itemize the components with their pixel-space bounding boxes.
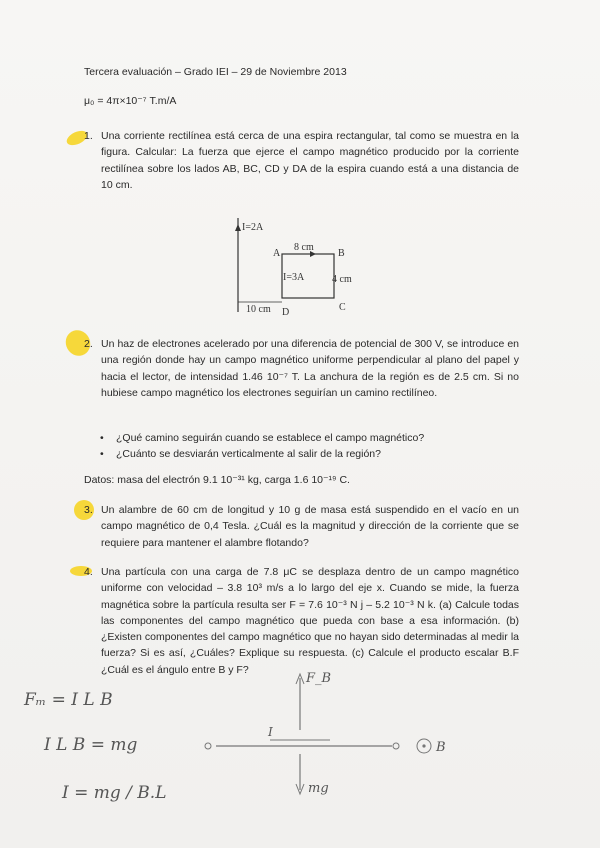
- question-2-bullets: [100, 430, 424, 462]
- vertex-b: B: [338, 248, 345, 259]
- handwritten-formula-balance: I L B = mg: [44, 735, 138, 755]
- loop-width-label: 8 cm: [294, 242, 314, 253]
- question-text: Una partícula con una carga de 7.8 μC se desplaza dentro de un campo magnético uniforme con velocidad – 3.8 10³ m/s a lo largo del eje x. Cuando se mide, la fuerza magnética sobre la partícula resulta ser F = 7.6 10⁻³ N j – 5.2 10⁻³ N k. (a) Calcule todas las componentes del campo magnético que pueda con base a esa información. (b) ¿Existen componentes del campo magnético que no hayan sido determinadas al medir la fuerza? Si es así, ¿Cuáles? Explique su respuesta. (c) Calcule el producto escalar B.F ¿Cuál es el ángulo entre B y F?: [101, 566, 519, 676]
- bullet-item: • ¿Qué camino seguirán cuando se establece el campo magnético?: [100, 430, 424, 446]
- handwritten-formula-current: I = mg / B.L: [62, 783, 167, 803]
- wire-end-right: [393, 743, 399, 749]
- bullet-item: • ¿Cuánto se desviarán verticalmente al salir de la región?: [100, 446, 424, 462]
- question-1: [84, 128, 519, 193]
- field-dot: [422, 744, 425, 747]
- handwritten-current: I: [268, 725, 273, 739]
- question-text: Un alambre de 60 cm de longitud y 10 g de masa está suspendido en el vacío en un campo magnético de 0,4 Tesla. ¿Cuál es la magnitud y dirección de la corriente que se requiere para mantener el alambre flotando?: [101, 504, 519, 549]
- question-number: 4.: [84, 566, 93, 578]
- question-2: [84, 336, 519, 401]
- loop-height-label: 4 cm: [332, 274, 352, 285]
- loop-current-label: I=3A: [283, 272, 305, 283]
- mu0-constant: μ₀ = 4π×10⁻⁷ T.m/A: [84, 95, 177, 107]
- question-3: [84, 502, 519, 551]
- question-text: Un haz de electrones acelerado por una diferencia de potencial de 300 V, se introduce en una región donde hay un campo magnético uniforme perpendicular al plano del papel y hacia el lector, de intensidad 1.46 10⁻⁷ T. La anchura de la región es de 2.5 cm. Si no hubiese campo magnético los electrones seguirían un camino rectilíneo.: [101, 338, 519, 399]
- wire-end-left: [205, 743, 211, 749]
- vertex-d: D: [282, 307, 290, 318]
- handwritten-force-up: F_B: [306, 671, 332, 686]
- distance-label: 10 cm: [246, 304, 271, 315]
- handwritten-force-down: mg: [308, 781, 329, 796]
- wire-current-label: I=2A: [242, 222, 264, 233]
- handwritten-b-label: B: [436, 740, 446, 755]
- circuit-figure: [226, 214, 366, 319]
- given-data: Datos: masa del electrón 9.1 10⁻³¹ kg, carga 1.6 10⁻¹⁹ C.: [84, 474, 350, 486]
- question-number: 1.: [84, 130, 93, 142]
- question-number: 2.: [84, 338, 93, 350]
- handwritten-formula-force: Fₘ = I L B: [24, 690, 113, 710]
- vertex-a: A: [273, 248, 281, 259]
- question-text: Una corriente rectilínea está cerca de una espira rectangular, tal como se muestra en la figura. Calcular: La fuerza que ejerce el campo magnético producido por la corriente rectilínea sobre los lados AB, BC, CD y DA de la espira cuando está a una distancia de 10 cm.: [101, 130, 519, 191]
- vertex-c: C: [339, 302, 346, 313]
- exam-header: Tercera evaluación – Grado IEI – 29 de Noviembre 2013: [84, 66, 347, 78]
- question-number: 3.: [84, 504, 93, 516]
- handwritten-notes: [0, 640, 600, 840]
